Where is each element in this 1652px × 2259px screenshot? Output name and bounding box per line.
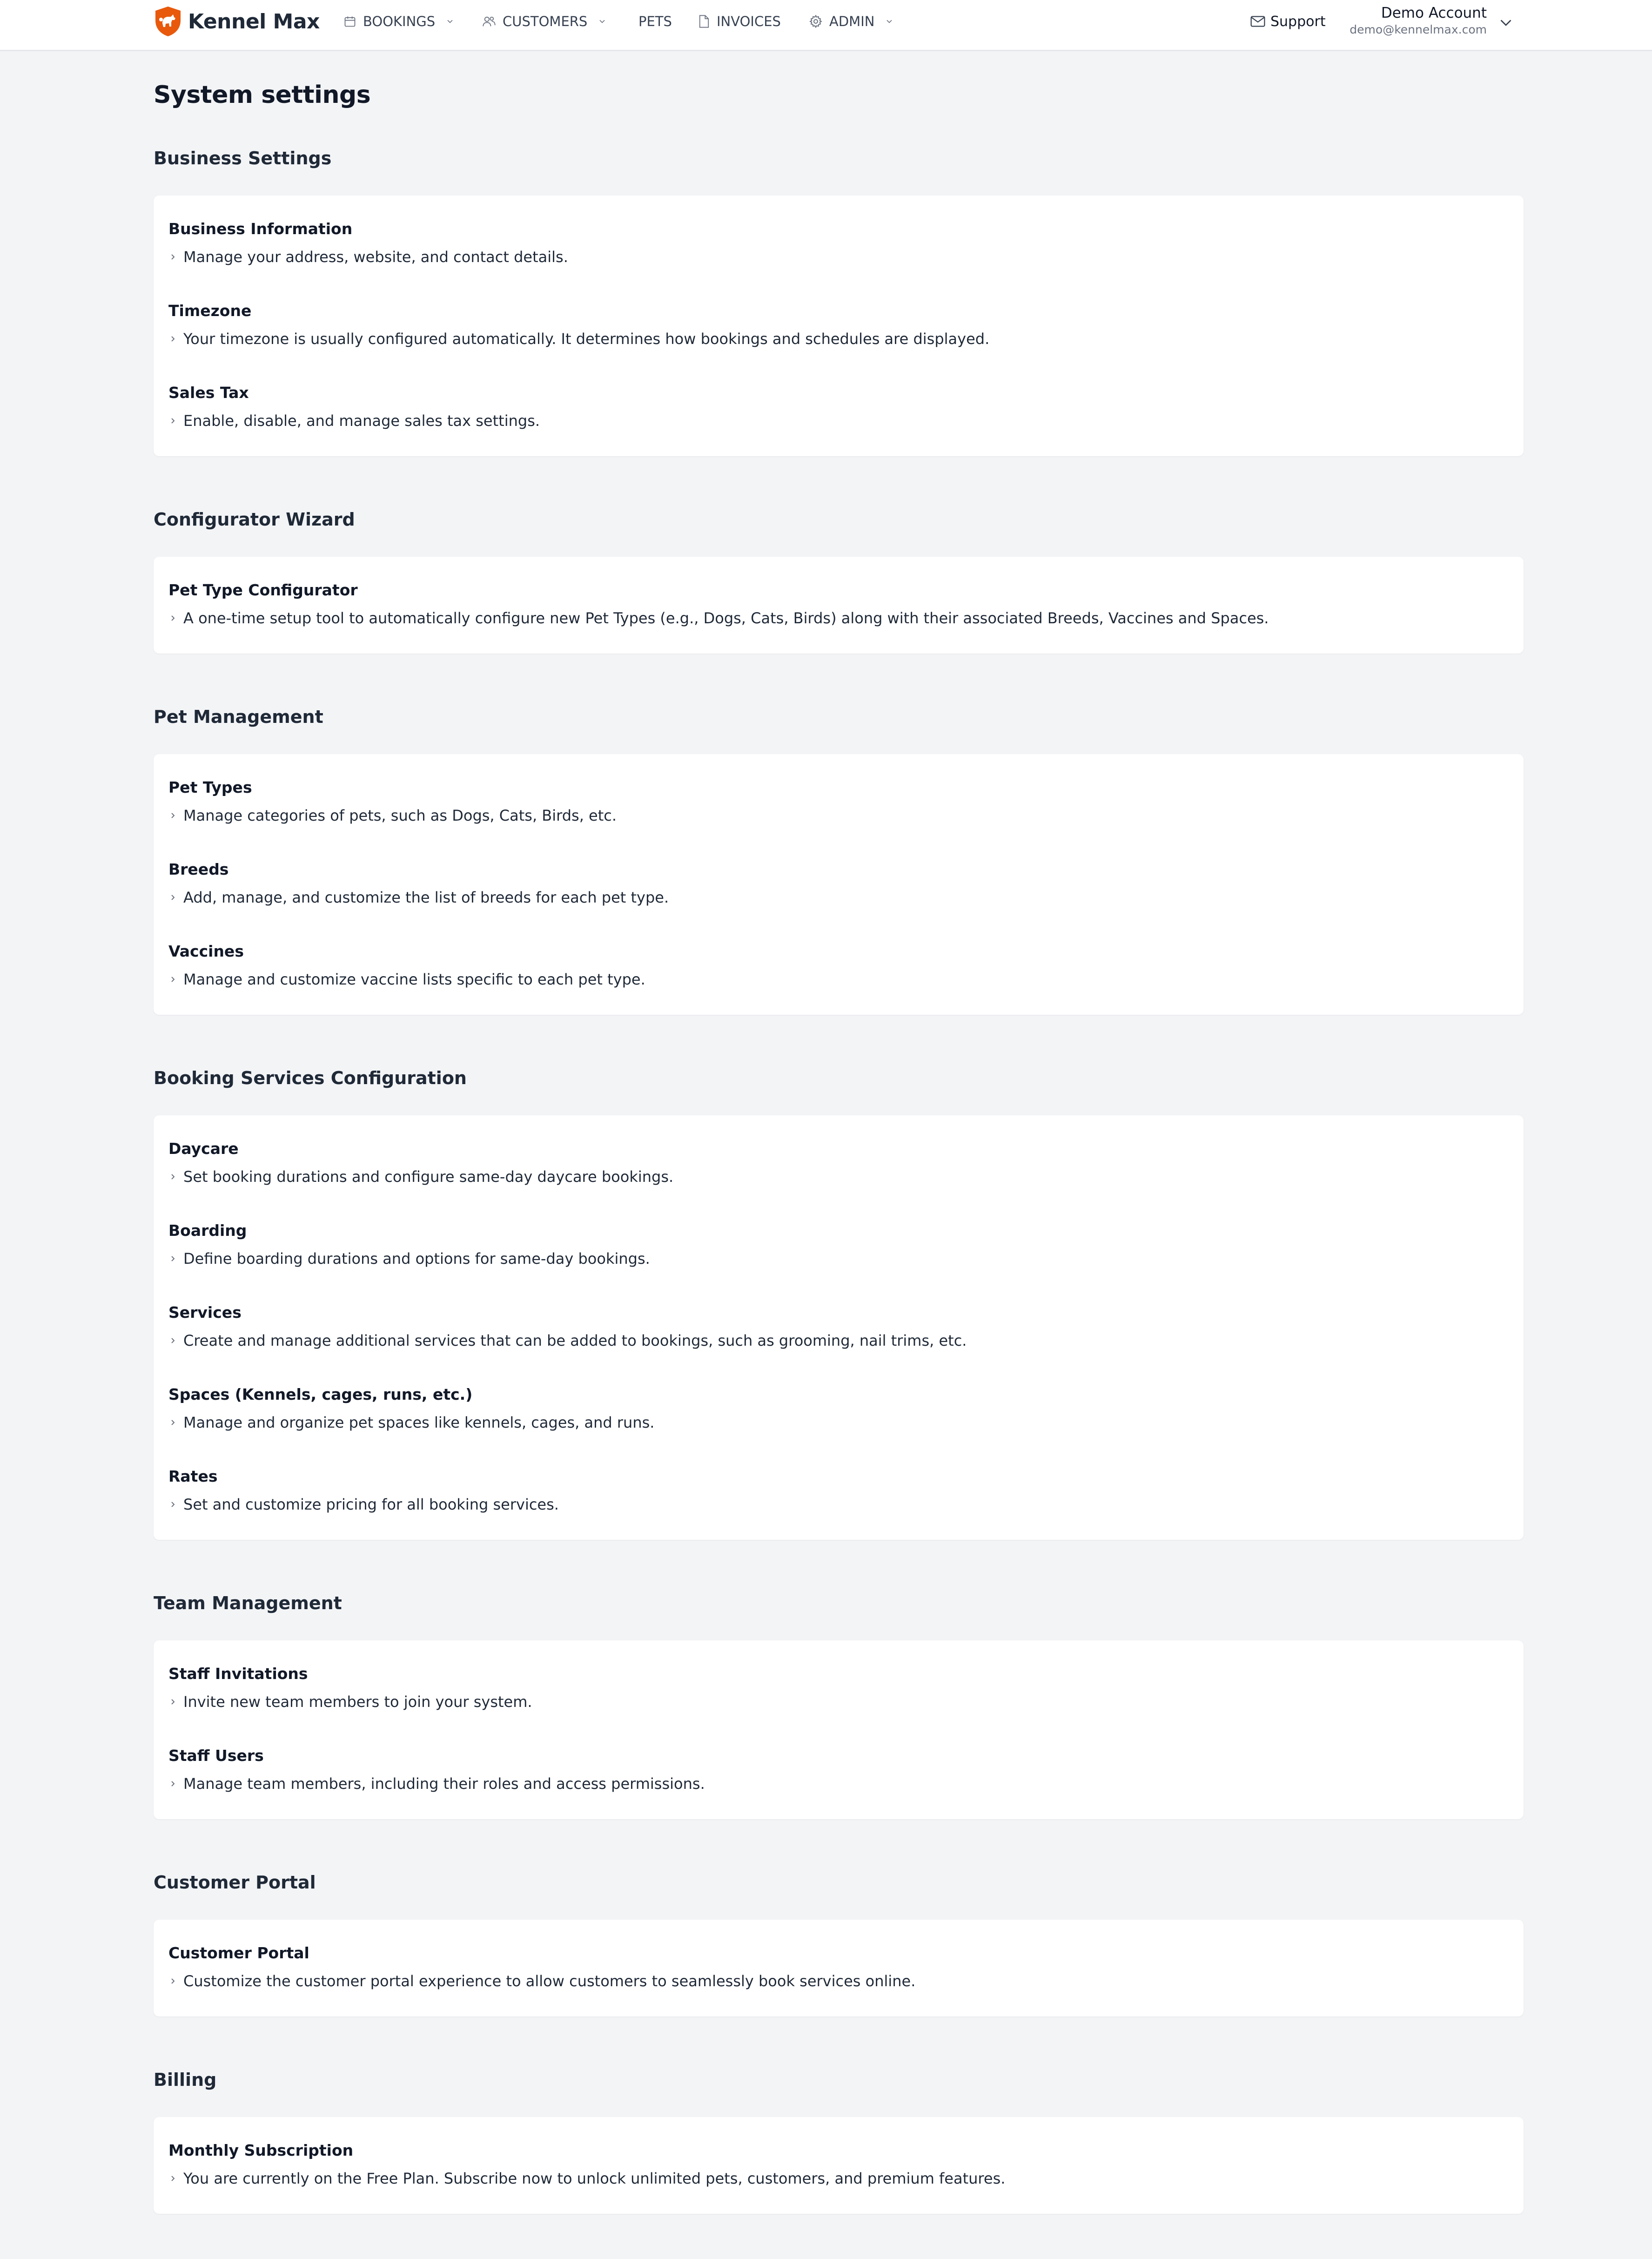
chevron-right-icon (168, 2173, 178, 2184)
chevron-right-icon (168, 334, 178, 344)
setting-pet-types[interactable] (168, 778, 1509, 825)
chevron-right-icon (168, 1417, 178, 1428)
card-customer-portal (154, 1920, 1524, 2016)
nav-pets[interactable] (638, 11, 672, 32)
setting-timezone[interactable] (168, 302, 1509, 348)
nav-pets-label: PETS (638, 13, 672, 29)
setting-boarding[interactable] (168, 1221, 1509, 1268)
setting-description: A one-time setup tool to automatically configure new Pet Types (e.g., Dogs, Cats, Birds) along with their associated Breeds, Vaccines and Spaces. (183, 609, 1269, 627)
card-booking-services-configuration (154, 1115, 1524, 1540)
setting-services[interactable] (168, 1303, 1509, 1350)
setting-description: Create and manage additional services that can be added to bookings, such as grooming, nail trims, etc. (183, 1332, 967, 1349)
calendar-icon (343, 15, 356, 28)
card-team-management (154, 1640, 1524, 1819)
setting-description: Set booking durations and configure same-day daycare bookings. (183, 1168, 674, 1186)
nav-admin-label: ADMIN (829, 13, 875, 29)
setting-title: Monthly Subscription (168, 2141, 354, 2159)
chevron-right-icon (168, 892, 178, 903)
setting-title: Boarding (168, 1221, 247, 1240)
setting-title: Vaccines (168, 942, 244, 960)
setting-description: Invite new team members to join your system. (183, 1693, 532, 1711)
section-title-booking-services-configuration: Booking Services Configuration (154, 1068, 467, 1088)
setting-spaces[interactable] (168, 1385, 1509, 1432)
setting-monthly-subscription[interactable] (168, 2141, 1509, 2188)
gear-icon (809, 14, 823, 28)
nav-bookings[interactable] (343, 11, 455, 32)
chevron-down-icon (445, 17, 455, 26)
setting-description: Define boarding durations and options for same-day bookings. (183, 1250, 650, 1268)
nav-bookings-label: BOOKINGS (363, 13, 436, 29)
setting-description: Customize the customer portal experience to allow customers to seamlessly book services online. (183, 1972, 916, 1990)
setting-title: Timezone (168, 302, 252, 320)
section-title-business-settings: Business Settings (154, 148, 332, 169)
setting-description: Enable, disable, and manage sales tax settings. (183, 412, 540, 430)
setting-title: Customer Portal (168, 1944, 309, 1962)
setting-customer-portal[interactable] (168, 1944, 1509, 1990)
app-name: Kennel Max (188, 9, 320, 34)
card-billing (154, 2117, 1524, 2214)
chevron-down-icon (885, 17, 894, 26)
chevron-down-icon[interactable] (1498, 14, 1514, 31)
setting-description: Manage categories of pets, such as Dogs, Cats, Birds, etc. (183, 807, 617, 824)
setting-pet-type-configurator[interactable] (168, 581, 1509, 627)
setting-daycare[interactable] (168, 1140, 1509, 1186)
setting-staff-invitations[interactable] (168, 1665, 1509, 1711)
nav-invoices-label: INVOICES (717, 13, 781, 29)
mail-icon (1250, 15, 1266, 28)
section-title-team-management: Team Management (154, 1593, 342, 1613)
chevron-right-icon (168, 810, 178, 821)
setting-description: You are currently on the Free Plan. Subscribe now to unlock unlimited pets, customers, and premium features. (183, 2170, 1006, 2187)
setting-title: Breeds (168, 860, 229, 878)
chevron-right-icon (168, 252, 178, 262)
setting-breeds[interactable] (168, 860, 1509, 907)
chevron-right-icon (168, 416, 178, 426)
chevron-right-icon (168, 1779, 178, 1789)
section-title-configurator-wizard: Configurator Wizard (154, 509, 355, 530)
section-title-billing: Billing (154, 2070, 217, 2090)
setting-vaccines[interactable] (168, 942, 1509, 989)
card-business-settings (154, 196, 1524, 456)
setting-sales-tax[interactable] (168, 384, 1509, 430)
chevron-right-icon (168, 1697, 178, 1707)
setting-description: Your timezone is usually configured automatically. It determines how bookings and schedules are displayed. (183, 330, 990, 348)
chevron-down-icon (598, 17, 607, 26)
account-name: Demo Account (1381, 5, 1487, 21)
chevron-right-icon (168, 613, 178, 623)
setting-title: Rates (168, 1467, 218, 1485)
nav-customers-label: CUSTOMERS (503, 13, 588, 29)
chevron-right-icon (168, 1335, 178, 1346)
brand-logo-link[interactable] (154, 6, 320, 37)
chevron-right-icon (168, 1172, 178, 1182)
chevron-right-icon (168, 1976, 178, 1986)
nav-invoices[interactable] (698, 11, 781, 32)
setting-title: Services (168, 1303, 242, 1322)
card-configurator-wizard (154, 557, 1524, 654)
account-email: demo@kennelmax.com (1350, 23, 1487, 36)
page-title: System settings (154, 81, 371, 109)
setting-staff-users[interactable] (168, 1747, 1509, 1793)
setting-description: Manage your address, website, and contact details. (183, 248, 568, 266)
setting-title: Pet Types (168, 778, 252, 796)
setting-rates[interactable] (168, 1467, 1509, 1514)
nav-admin[interactable] (809, 11, 894, 32)
setting-title: Business Information (168, 220, 353, 238)
chevron-right-icon (168, 1499, 178, 1510)
setting-title: Staff Users (168, 1747, 264, 1765)
setting-title: Spaces (Kennels, cages, runs, etc.) (168, 1385, 473, 1403)
section-title-pet-management: Pet Management (154, 707, 323, 727)
users-icon (482, 15, 496, 28)
nav-customers[interactable] (482, 11, 607, 32)
kennel-max-shield-icon (154, 6, 182, 37)
setting-title: Staff Invitations (168, 1665, 308, 1683)
card-pet-management (154, 754, 1524, 1015)
setting-description: Manage and customize vaccine lists specific to each pet type. (183, 971, 645, 988)
document-icon (698, 14, 710, 28)
account-menu[interactable] (1322, 4, 1487, 37)
setting-description: Manage and organize pet spaces like kennels, cages, and runs. (183, 1414, 655, 1431)
support-label: Support (1270, 13, 1326, 30)
support-link[interactable] (1250, 11, 1326, 32)
top-navigation-bar (0, 0, 1652, 51)
chevron-right-icon (168, 974, 178, 985)
setting-description: Add, manage, and customize the list of breeds for each pet type. (183, 889, 669, 906)
setting-business-information[interactable] (168, 220, 1509, 266)
setting-title: Sales Tax (168, 384, 249, 402)
section-title-customer-portal: Customer Portal (154, 1872, 316, 1893)
chevron-right-icon (168, 1254, 178, 1264)
setting-title: Pet Type Configurator (168, 581, 358, 599)
setting-description: Set and customize pricing for all booking services. (183, 1496, 559, 1513)
setting-description: Manage team members, including their roles and access permissions. (183, 1775, 705, 1793)
setting-title: Daycare (168, 1140, 239, 1158)
